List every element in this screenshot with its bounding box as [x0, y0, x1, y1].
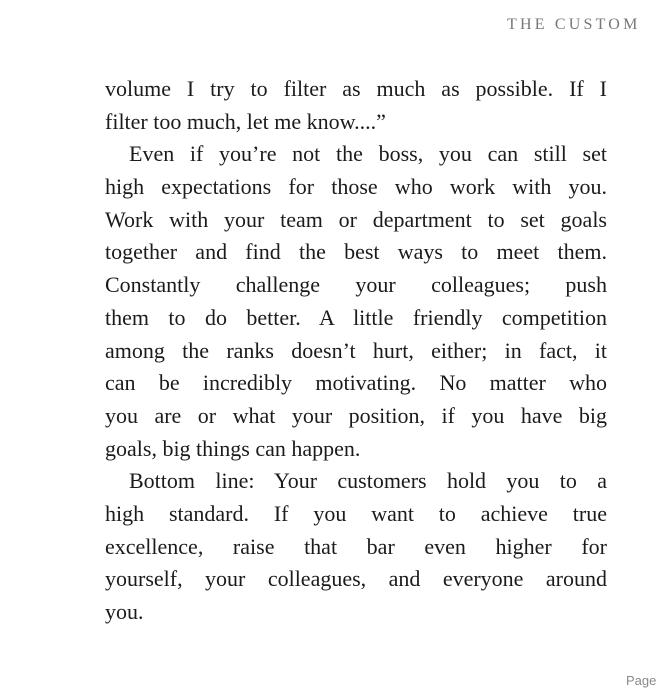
text-line: among the ranks doesn’t hurt, either; in fact, it: [105, 337, 607, 363]
paragraph-continued: [105, 73, 607, 138]
text-line: yourself, your colleagues, and everyone around: [105, 566, 607, 592]
text-line: together and find the best ways to meet them.: [105, 239, 607, 265]
text-line: can be incredibly motivating. No matter who: [105, 370, 607, 396]
text-line: them to do better. A little friendly competition: [105, 304, 607, 330]
text-line: Even if you’re not the boss, you can still set: [129, 141, 607, 167]
text-line: Constantly challenge your colleagues; push: [105, 272, 607, 298]
text-line: high standard. If you want to achieve true: [105, 500, 607, 526]
text-line: goals, big things can happen.: [105, 435, 361, 461]
paragraph-expectations: [105, 138, 607, 465]
text-line: you are or what your position, if you have big: [105, 402, 607, 428]
text-line: Bottom line: Your customers hold you to a: [129, 468, 607, 494]
running-header: THE CUSTOM: [507, 16, 641, 33]
text-line: filter too much, let me know....”: [105, 108, 386, 134]
text-line: Work with your team or department to set goals: [105, 206, 607, 232]
text-line: excellence, raise that bar even higher for: [105, 533, 607, 559]
text-line: high expectations for those who work with you.: [105, 174, 607, 200]
paragraph-bottom-line: [105, 465, 607, 628]
page-label: Page: [626, 673, 657, 688]
text-line: you.: [105, 599, 144, 624]
text-line: volume I try to filter as much as possible. If I: [105, 76, 607, 101]
page-body: [105, 73, 607, 629]
